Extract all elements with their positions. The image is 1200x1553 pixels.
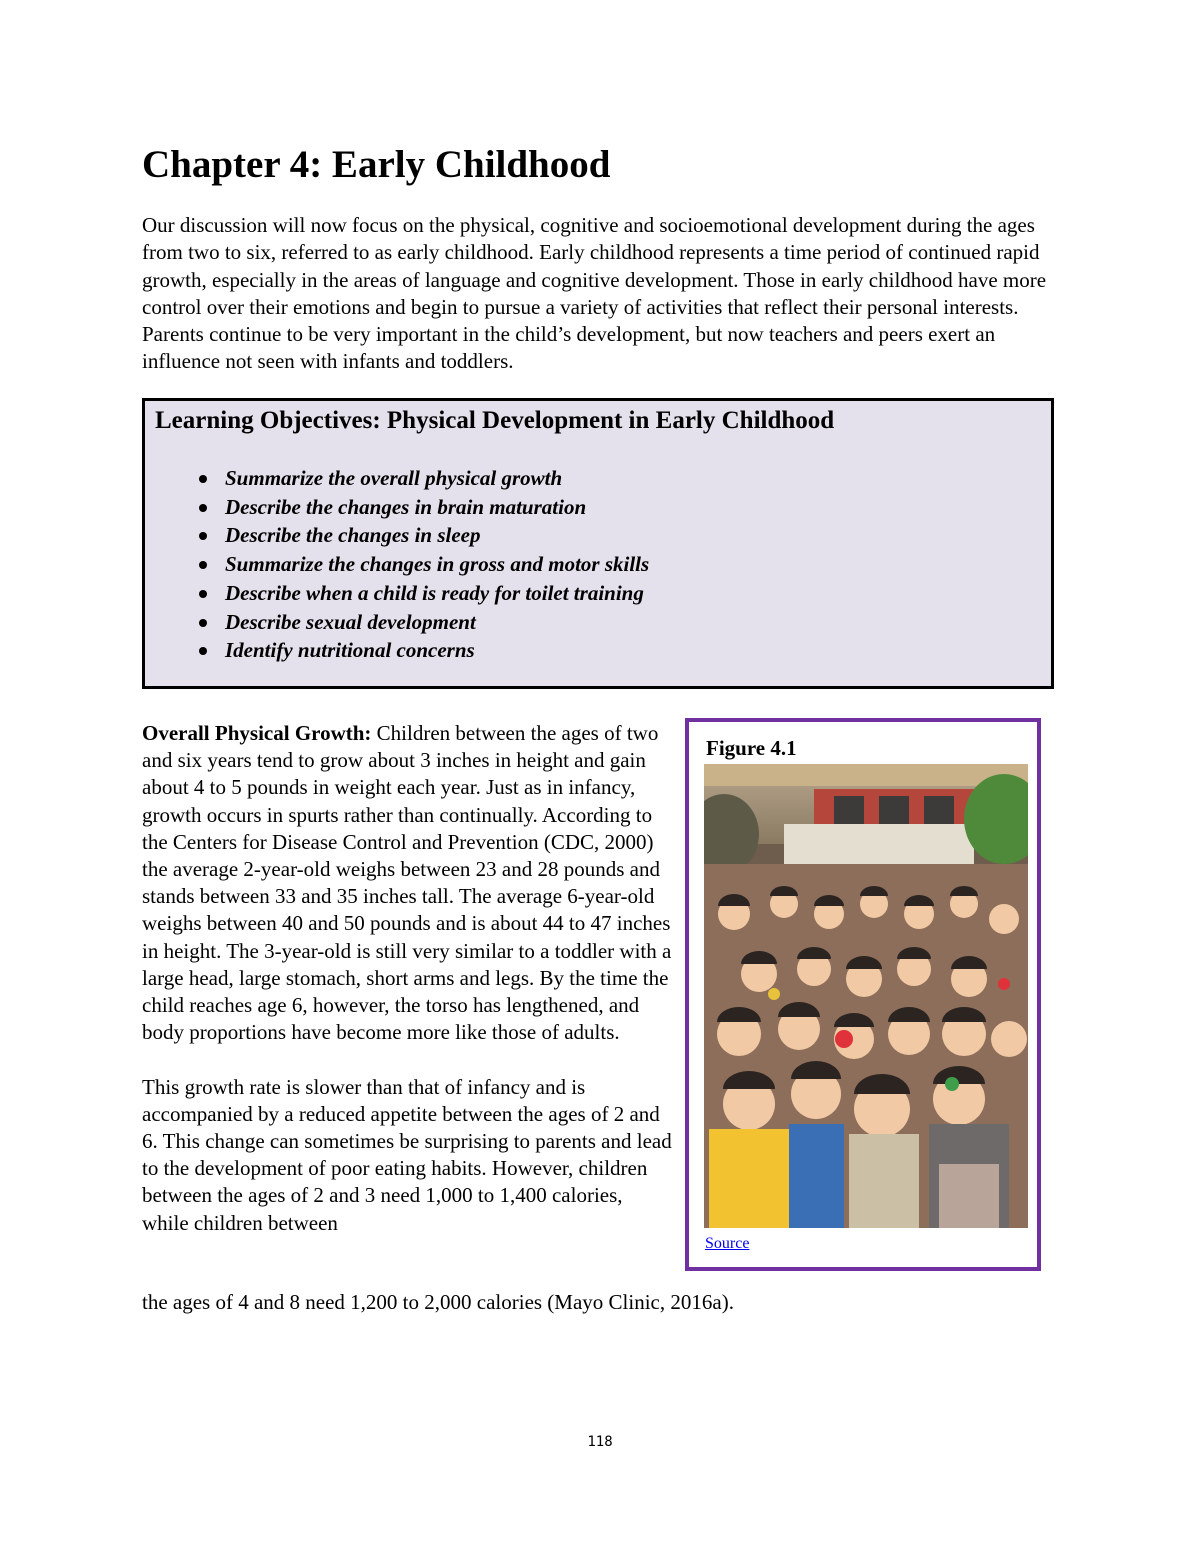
objective-text: Describe when a child is ready for toilet training [225,580,644,605]
objective-item [195,464,649,493]
objective-text: Summarize the changes in gross and motor skills [225,552,650,577]
objective-text: Describe the changes in brain maturation [225,494,587,519]
figure-label: Figure 4.1 [706,736,797,760]
chapter-title: Chapter 4: Early Childhood [142,143,611,186]
bullet-icon [199,532,207,540]
bullet-icon [199,619,207,627]
objective-item [195,493,649,522]
objective-item [195,579,649,608]
children-crowd-photo [704,764,1028,1228]
bullet-icon [199,561,207,569]
objective-text: Describe the changes in sleep [225,523,481,548]
figure-4-1 [685,718,1041,1271]
objective-text: Summarize the overall physical growth [225,466,563,490]
growth-heading: Overall Physical Growth: [142,721,372,745]
objective-text: Identify nutritional concerns [225,638,475,663]
objective-item [195,550,649,579]
growth-paragraph-2-end: the ages of 4 and 8 need 1,200 to 2,000 calories (Mayo Clinic, 2016a). [142,1290,734,1314]
physical-growth-section [142,720,672,1237]
objective-item [195,608,649,637]
figure-source-link[interactable]: Source [705,1235,750,1252]
bullet-icon [199,647,207,655]
objectives-list [195,464,649,665]
objective-item [195,521,649,550]
objective-item [195,636,649,665]
learning-objectives-box [142,398,1054,689]
intro-paragraph: Our discussion will now focus on the physical, cognitive and socioemotional development during the ages from two to six, referred to as early childhood. Early childhood represents a time period of continued rapid growth, especially in the areas of language and cognitive development. Those in early childhood have more control over their emotions and begin to pursue a variety of activities that reflect their personal interests. Parents continue to be very important in the child’s development, but now teachers and peers exert an influence not seen with infants and toddlers. [142,213,1047,374]
growth-paragraph-1-text: Children between the ages of two and six years tend to grow about 3 inches in height and gain about 4 to 5 pounds in weight each year. Just as in infancy, growth occurs in spurts rather than continually. According to the Centers for Disease Control and Prevention (CDC, 2000) the average 2-year-old weighs between 23 and 28 pounds and stands between 33 and 35 inches tall. The average 6-year-old weighs between 40 and 50 pounds and is about 44 to 47 inches in height. The 3-year-old is still very similar to a toddler with a large head, large stomach, short arms and legs. By the time the child reaches age 6, however, the torso has lengthened, and body proportions have become more like those of adults. [142,721,672,1045]
bullet-icon [199,590,207,598]
bullet-icon [199,504,207,512]
objective-text: Describe sexual development [225,609,476,634]
growth-paragraph-2: This growth rate is slower than that of infancy and is accompanied by a reduced appetite between the ages of 2 and 6. This change can sometimes be surprising to parents and lead to the development of poor eating habits. However, children between the ages of 2 and 3 need 1,000 to 1,400 calories, while children between [142,1074,672,1235]
objectives-title: Learning Objectives: Physical Development in Early Childhood [155,407,835,434]
growth-paragraph-1 [142,720,672,1046]
bullet-icon [199,475,207,483]
page-number: 118 [587,1434,613,1450]
